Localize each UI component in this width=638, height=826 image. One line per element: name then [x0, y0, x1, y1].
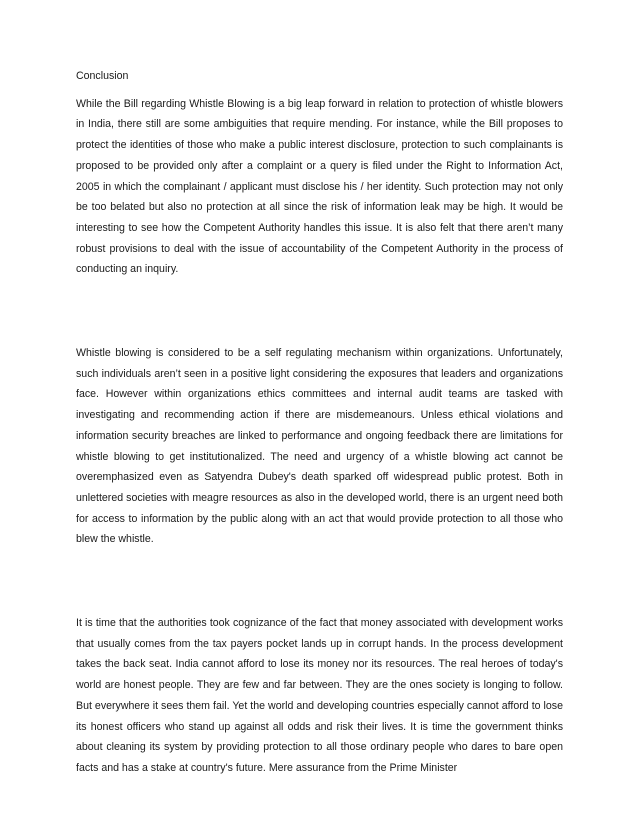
- paragraph-spacer: [76, 550, 563, 613]
- section-heading: Conclusion: [76, 70, 129, 82]
- paragraph-3: It is time that the authorities took cognizance of the fact that money associated with development works that usually comes from the tax payers pocket lands up in corrupt hands. In the process development takes the back seat. India cannot afford to lose its money nor its resources. The real heroes of today's world are honest people. They are few and far between. They are the ones society is longing to follow. But everywhere it sees them fail. Yet the world and developing countries especially cannot afford to lose its honest officers who stand up against all odds and risk their lives. It is time the government thinks about cleaning its system by providing protection to all those ordinary people who dares to bare open facts and has a stake at country's future. Mere assurance from the Prime Minister: [76, 617, 563, 774]
- paragraph-spacer: [76, 280, 563, 343]
- paragraph-2: Whistle blowing is considered to be a self regulating mechanism within organizations. Unfortunately, such individuals aren’t seen in a positive light considering the exposures that leaders and organizations face. However within organizations ethics committees and internal audit teams are tasked with investigating and recommending action if there are misdemeanours. Unless ethical violations and information security breaches are linked to performance and ongoing feedback there are limitations for whistle blowing to get institutionalized. The need and urgency of a whistle blowing act cannot be overemphasized even as Satyendra Dubey's death sparked off widespread public protest. Both in unlettered societies with meagre resources as also in the developed world, there is an urgent need both for access to information by the public along with an act that would provide protection to all those who blew the whistle.: [76, 347, 563, 546]
- document-body: [76, 66, 563, 779]
- paragraph-1: While the Bill regarding Whistle Blowing is a big leap forward in relation to protection of whistle blowers in India, there still are some ambiguities that require mending. For instance, while the Bill proposes to protect the identities of those who make a public interest disclosure, protection to such complainants is proposed to be provided only after a complaint or a query is filed under the Right to Information Act, 2005 in which the complainant / applicant must disclose his / her identity. Such protection may not only be too belated but also no protection at all since the risk of information leak may be high. It would be interesting to see how the Competent Authority handles this issue. It is also felt that there aren’t many robust provisions to deal with the issue of accountability of the Competent Authority in the process of conducting an inquiry.: [76, 97, 563, 276]
